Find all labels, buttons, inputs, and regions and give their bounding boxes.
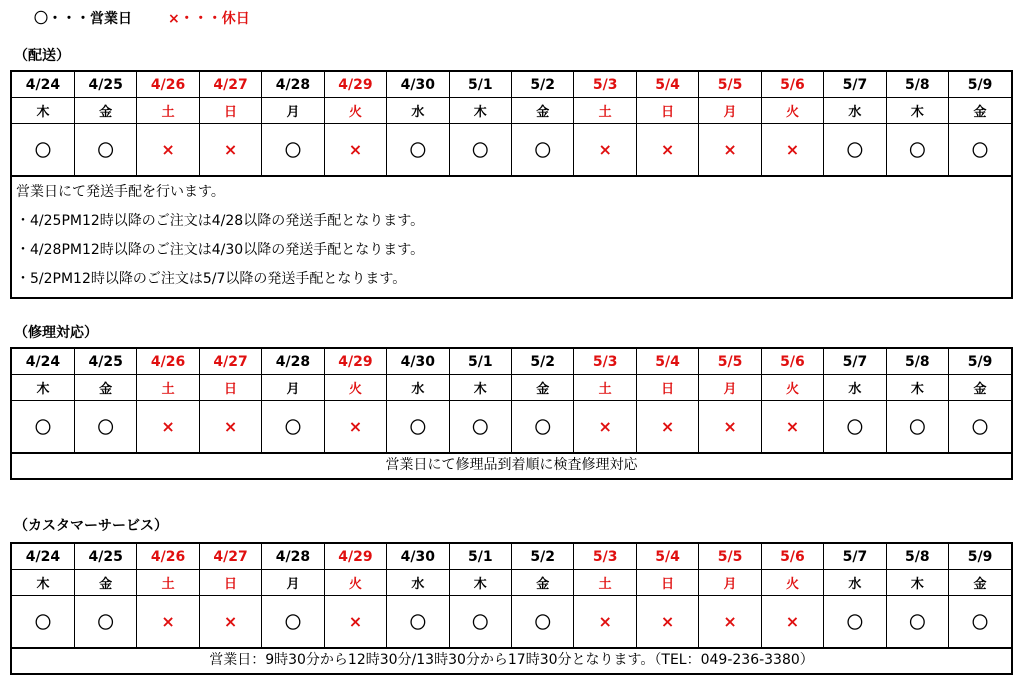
date-cell: 4/26 (137, 349, 199, 375)
open-mark: 〇 (12, 401, 74, 453)
weekday-cell: 火 (324, 375, 386, 401)
weekday-cell: 金 (949, 98, 1011, 124)
open-mark: 〇 (12, 596, 74, 648)
customer-service-note: 営業日：9時30分から12時30分/13時30分から17時30分となります。（TEL：049-236-3380） (12, 648, 1011, 673)
open-mark: 〇 (824, 401, 886, 453)
open-mark: 〇 (74, 596, 136, 648)
legend (34, 8, 250, 28)
closed-mark: × (324, 401, 386, 453)
date-cell: 4/25 (74, 349, 136, 375)
date-cell: 5/1 (449, 544, 511, 570)
closed-mark: × (137, 596, 199, 648)
weekday-cell: 水 (824, 570, 886, 596)
open-mark: 〇 (824, 124, 886, 176)
date-cell: 5/3 (574, 544, 636, 570)
open-mark: 〇 (949, 401, 1011, 453)
weekday-cell: 金 (512, 570, 574, 596)
weekday-cell: 日 (199, 375, 261, 401)
open-mark: 〇 (12, 124, 74, 176)
open-mark: 〇 (949, 596, 1011, 648)
date-cell: 5/3 (574, 349, 636, 375)
date-cell: 5/9 (949, 544, 1011, 570)
delivery-note: ・5/2PM12時以降のご注文は5/7以降の発送手配となります。 (16, 271, 407, 287)
weekday-cell: 金 (949, 570, 1011, 596)
closed-mark: × (699, 124, 761, 176)
date-cell: 4/24 (12, 349, 74, 375)
weekday-cell: 月 (699, 570, 761, 596)
weekday-cell: 金 (74, 570, 136, 596)
closed-mark: × (636, 596, 698, 648)
weekday-cell: 月 (262, 98, 324, 124)
date-cell: 4/29 (324, 72, 386, 98)
repair-note: 営業日にて修理品到着順に検査修理対応 (12, 453, 1011, 478)
date-cell: 4/30 (387, 349, 449, 375)
date-cell: 4/30 (387, 72, 449, 98)
weekday-cell: 火 (324, 570, 386, 596)
date-cell: 4/30 (387, 544, 449, 570)
closed-mark: × (574, 401, 636, 453)
weekday-cell: 水 (824, 375, 886, 401)
date-cell: 5/9 (949, 349, 1011, 375)
closed-mark: × (574, 596, 636, 648)
date-cell: 5/8 (886, 544, 948, 570)
open-mark: 〇 (449, 596, 511, 648)
date-cell: 5/8 (886, 72, 948, 98)
weekday-cell: 火 (324, 98, 386, 124)
date-cell: 5/1 (449, 349, 511, 375)
weekday-cell: 土 (137, 375, 199, 401)
date-cell: 5/4 (636, 349, 698, 375)
calendar-delivery (10, 70, 1013, 299)
delivery-notes (12, 176, 1011, 297)
weekday-cell: 木 (12, 375, 74, 401)
date-cell: 4/25 (74, 72, 136, 98)
open-mark: 〇 (949, 124, 1011, 176)
closed-mark: × (761, 596, 823, 648)
weekday-cell: 木 (449, 375, 511, 401)
calendar-repair (10, 347, 1013, 480)
date-cell: 5/4 (636, 544, 698, 570)
closed-mark: × (574, 124, 636, 176)
weekday-cell: 火 (761, 375, 823, 401)
date-cell: 4/29 (324, 544, 386, 570)
weekday-cell: 金 (949, 375, 1011, 401)
date-cell: 5/7 (824, 544, 886, 570)
weekday-cell: 水 (387, 375, 449, 401)
date-cell: 5/6 (761, 349, 823, 375)
date-cell: 4/24 (12, 72, 74, 98)
weekday-cell: 火 (761, 570, 823, 596)
weekday-cell: 金 (74, 375, 136, 401)
date-cell: 5/6 (761, 72, 823, 98)
open-mark: 〇 (262, 401, 324, 453)
date-cell: 4/27 (199, 544, 261, 570)
date-cell: 4/27 (199, 72, 261, 98)
weekday-cell: 木 (886, 375, 948, 401)
date-cell: 5/4 (636, 72, 698, 98)
closed-mark: × (324, 124, 386, 176)
date-cell: 4/28 (262, 349, 324, 375)
delivery-note: 営業日にて発送手配を行います。 (16, 184, 225, 200)
date-cell: 5/3 (574, 72, 636, 98)
legend-open: 〇・・・営業日 (34, 11, 132, 27)
closed-mark: × (199, 596, 261, 648)
open-mark: 〇 (74, 401, 136, 453)
date-cell: 4/29 (324, 349, 386, 375)
closed-mark: × (137, 124, 199, 176)
date-cell: 5/2 (512, 72, 574, 98)
date-cell: 4/27 (199, 349, 261, 375)
open-mark: 〇 (886, 124, 948, 176)
open-mark: 〇 (387, 124, 449, 176)
weekday-cell: 日 (199, 98, 261, 124)
calendar-customer-service (10, 542, 1013, 675)
closed-mark: × (199, 401, 261, 453)
open-mark: 〇 (512, 124, 574, 176)
date-cell: 5/7 (824, 349, 886, 375)
open-mark: 〇 (74, 124, 136, 176)
weekday-cell: 金 (512, 98, 574, 124)
open-mark: 〇 (262, 596, 324, 648)
weekday-cell: 日 (636, 98, 698, 124)
date-cell: 4/28 (262, 72, 324, 98)
weekday-cell: 土 (574, 375, 636, 401)
weekday-cell: 木 (449, 98, 511, 124)
open-mark: 〇 (886, 401, 948, 453)
open-mark: 〇 (512, 401, 574, 453)
date-cell: 4/28 (262, 544, 324, 570)
delivery-note: ・4/25PM12時以降のご注文は4/28以降の発送手配となります。 (16, 213, 425, 229)
closed-mark: × (699, 596, 761, 648)
weekday-cell: 土 (137, 570, 199, 596)
open-mark: 〇 (449, 401, 511, 453)
open-mark: 〇 (886, 596, 948, 648)
open-mark: 〇 (824, 596, 886, 648)
date-cell: 5/5 (699, 349, 761, 375)
section-title-delivery: （配送） (14, 48, 70, 64)
weekday-cell: 日 (636, 570, 698, 596)
date-cell: 4/26 (137, 72, 199, 98)
date-cell: 5/5 (699, 544, 761, 570)
date-cell: 5/2 (512, 544, 574, 570)
weekday-cell: 月 (262, 375, 324, 401)
closed-mark: × (324, 596, 386, 648)
closed-mark: × (199, 124, 261, 176)
date-cell: 4/25 (74, 544, 136, 570)
date-cell: 5/6 (761, 544, 823, 570)
section-title-customer-service: （カスタマーサービス） (14, 518, 168, 534)
weekday-cell: 木 (886, 98, 948, 124)
weekday-cell: 水 (387, 570, 449, 596)
section-title-repair: （修理対応） (14, 325, 98, 341)
open-mark: 〇 (387, 596, 449, 648)
date-cell: 4/26 (137, 544, 199, 570)
closed-mark: × (699, 401, 761, 453)
weekday-cell: 月 (262, 570, 324, 596)
weekday-cell: 木 (449, 570, 511, 596)
open-mark: 〇 (387, 401, 449, 453)
date-cell: 5/7 (824, 72, 886, 98)
weekday-cell: 木 (886, 570, 948, 596)
weekday-cell: 火 (761, 98, 823, 124)
closed-mark: × (761, 124, 823, 176)
closed-mark: × (137, 401, 199, 453)
weekday-cell: 金 (74, 98, 136, 124)
weekday-cell: 土 (137, 98, 199, 124)
delivery-note: ・4/28PM12時以降のご注文は4/30以降の発送手配となります。 (16, 242, 425, 258)
weekday-cell: 水 (824, 98, 886, 124)
date-cell: 5/2 (512, 349, 574, 375)
weekday-cell: 木 (12, 570, 74, 596)
weekday-cell: 水 (387, 98, 449, 124)
closed-mark: × (636, 124, 698, 176)
date-cell: 5/9 (949, 72, 1011, 98)
date-cell: 5/5 (699, 72, 761, 98)
weekday-cell: 土 (574, 98, 636, 124)
legend-closed: ×・・・休日 (168, 11, 250, 27)
weekday-cell: 日 (199, 570, 261, 596)
date-cell: 5/1 (449, 72, 511, 98)
date-cell: 4/24 (12, 544, 74, 570)
weekday-cell: 木 (12, 98, 74, 124)
weekday-cell: 日 (636, 375, 698, 401)
open-mark: 〇 (449, 124, 511, 176)
date-cell: 5/8 (886, 349, 948, 375)
weekday-cell: 月 (699, 375, 761, 401)
open-mark: 〇 (512, 596, 574, 648)
closed-mark: × (761, 401, 823, 453)
weekday-cell: 金 (512, 375, 574, 401)
closed-mark: × (636, 401, 698, 453)
open-mark: 〇 (262, 124, 324, 176)
weekday-cell: 土 (574, 570, 636, 596)
weekday-cell: 月 (699, 98, 761, 124)
